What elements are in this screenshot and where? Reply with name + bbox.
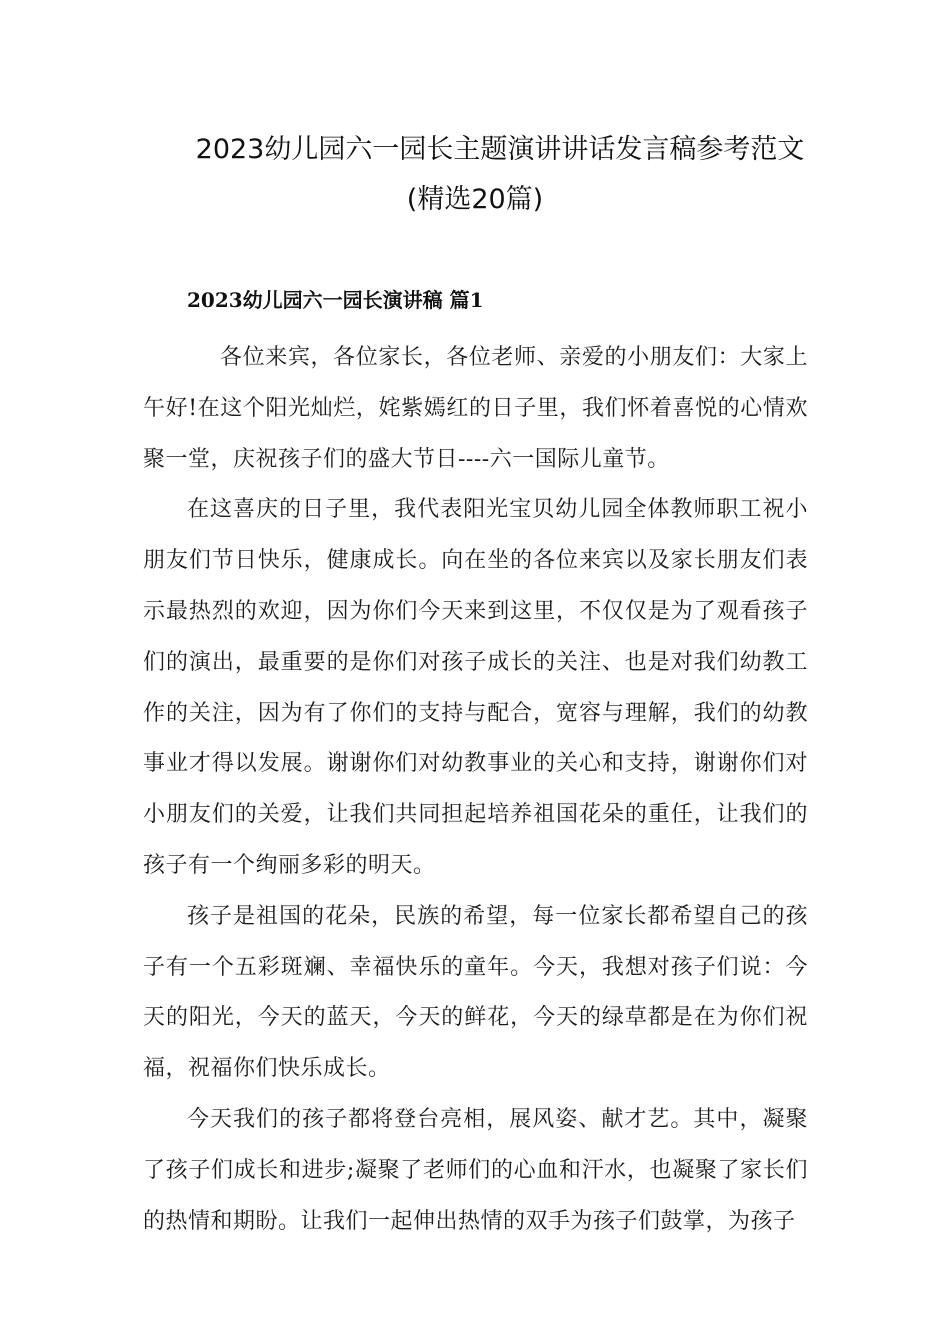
paragraph: 孩子是祖国的花朵，民族的希望，每一位家长都希望自己的孩子有一个五彩斑斓、幸福快乐的童年。今天，我想对孩子们说：今天的阳光，今天的蓝天，今天的鲜花，今天的绿草都是在为你们祝福，祝福你们快乐成长。 bbox=[143, 903, 808, 1082]
paragraph: 各位来宾，各位家长，各位老师、亲爱的小朋友们：大家上午好!在这个阳光灿烂，姹紫嫣红的日子里，我们怀着喜悦的心情欢聚一堂，庆祝孩子们的盛大节日----六一国际儿童节。 bbox=[143, 345, 808, 472]
section-heading: 2023幼儿园六一园长演讲稿 篇1 bbox=[187, 288, 484, 312]
document-body bbox=[143, 333, 808, 1247]
document-title-line-1: 2023幼儿园六一园长主题演讲讲话发言稿参考范文 bbox=[195, 134, 805, 165]
paragraph: 在这喜庆的日子里，我代表阳光宝贝幼儿园全体教师职工祝小朋友们节日快乐，健康成长。向在坐的各位来宾以及家长朋友们表示最热烈的欢迎，因为你们今天来到这里，不仅仅是为了观看孩子们的演出，最重要的是你们对孩子成长的关注、也是对我们幼教工作的关注，因为有了你们的支持与配合，宽容与理解，我们的幼教事业才得以发展。谢谢你们对幼教事业的关心和支持，谢谢你们对小朋友们的关爱，让我们共同担起培养祖国花朵的重任，让我们的孩子有一个绚丽多彩的明天。 bbox=[143, 497, 808, 878]
paragraph: 今天我们的孩子都将登台亮相，展风姿、献才艺。其中，凝聚了孩子们成长和进步;凝聚了老师们的心血和汗水，也凝聚了家长们的热情和期盼。让我们一起伸出热情的双手为孩子们鼓掌，为孩子 bbox=[143, 1106, 808, 1234]
document-title-line-2: (精选20篇) bbox=[406, 184, 544, 215]
